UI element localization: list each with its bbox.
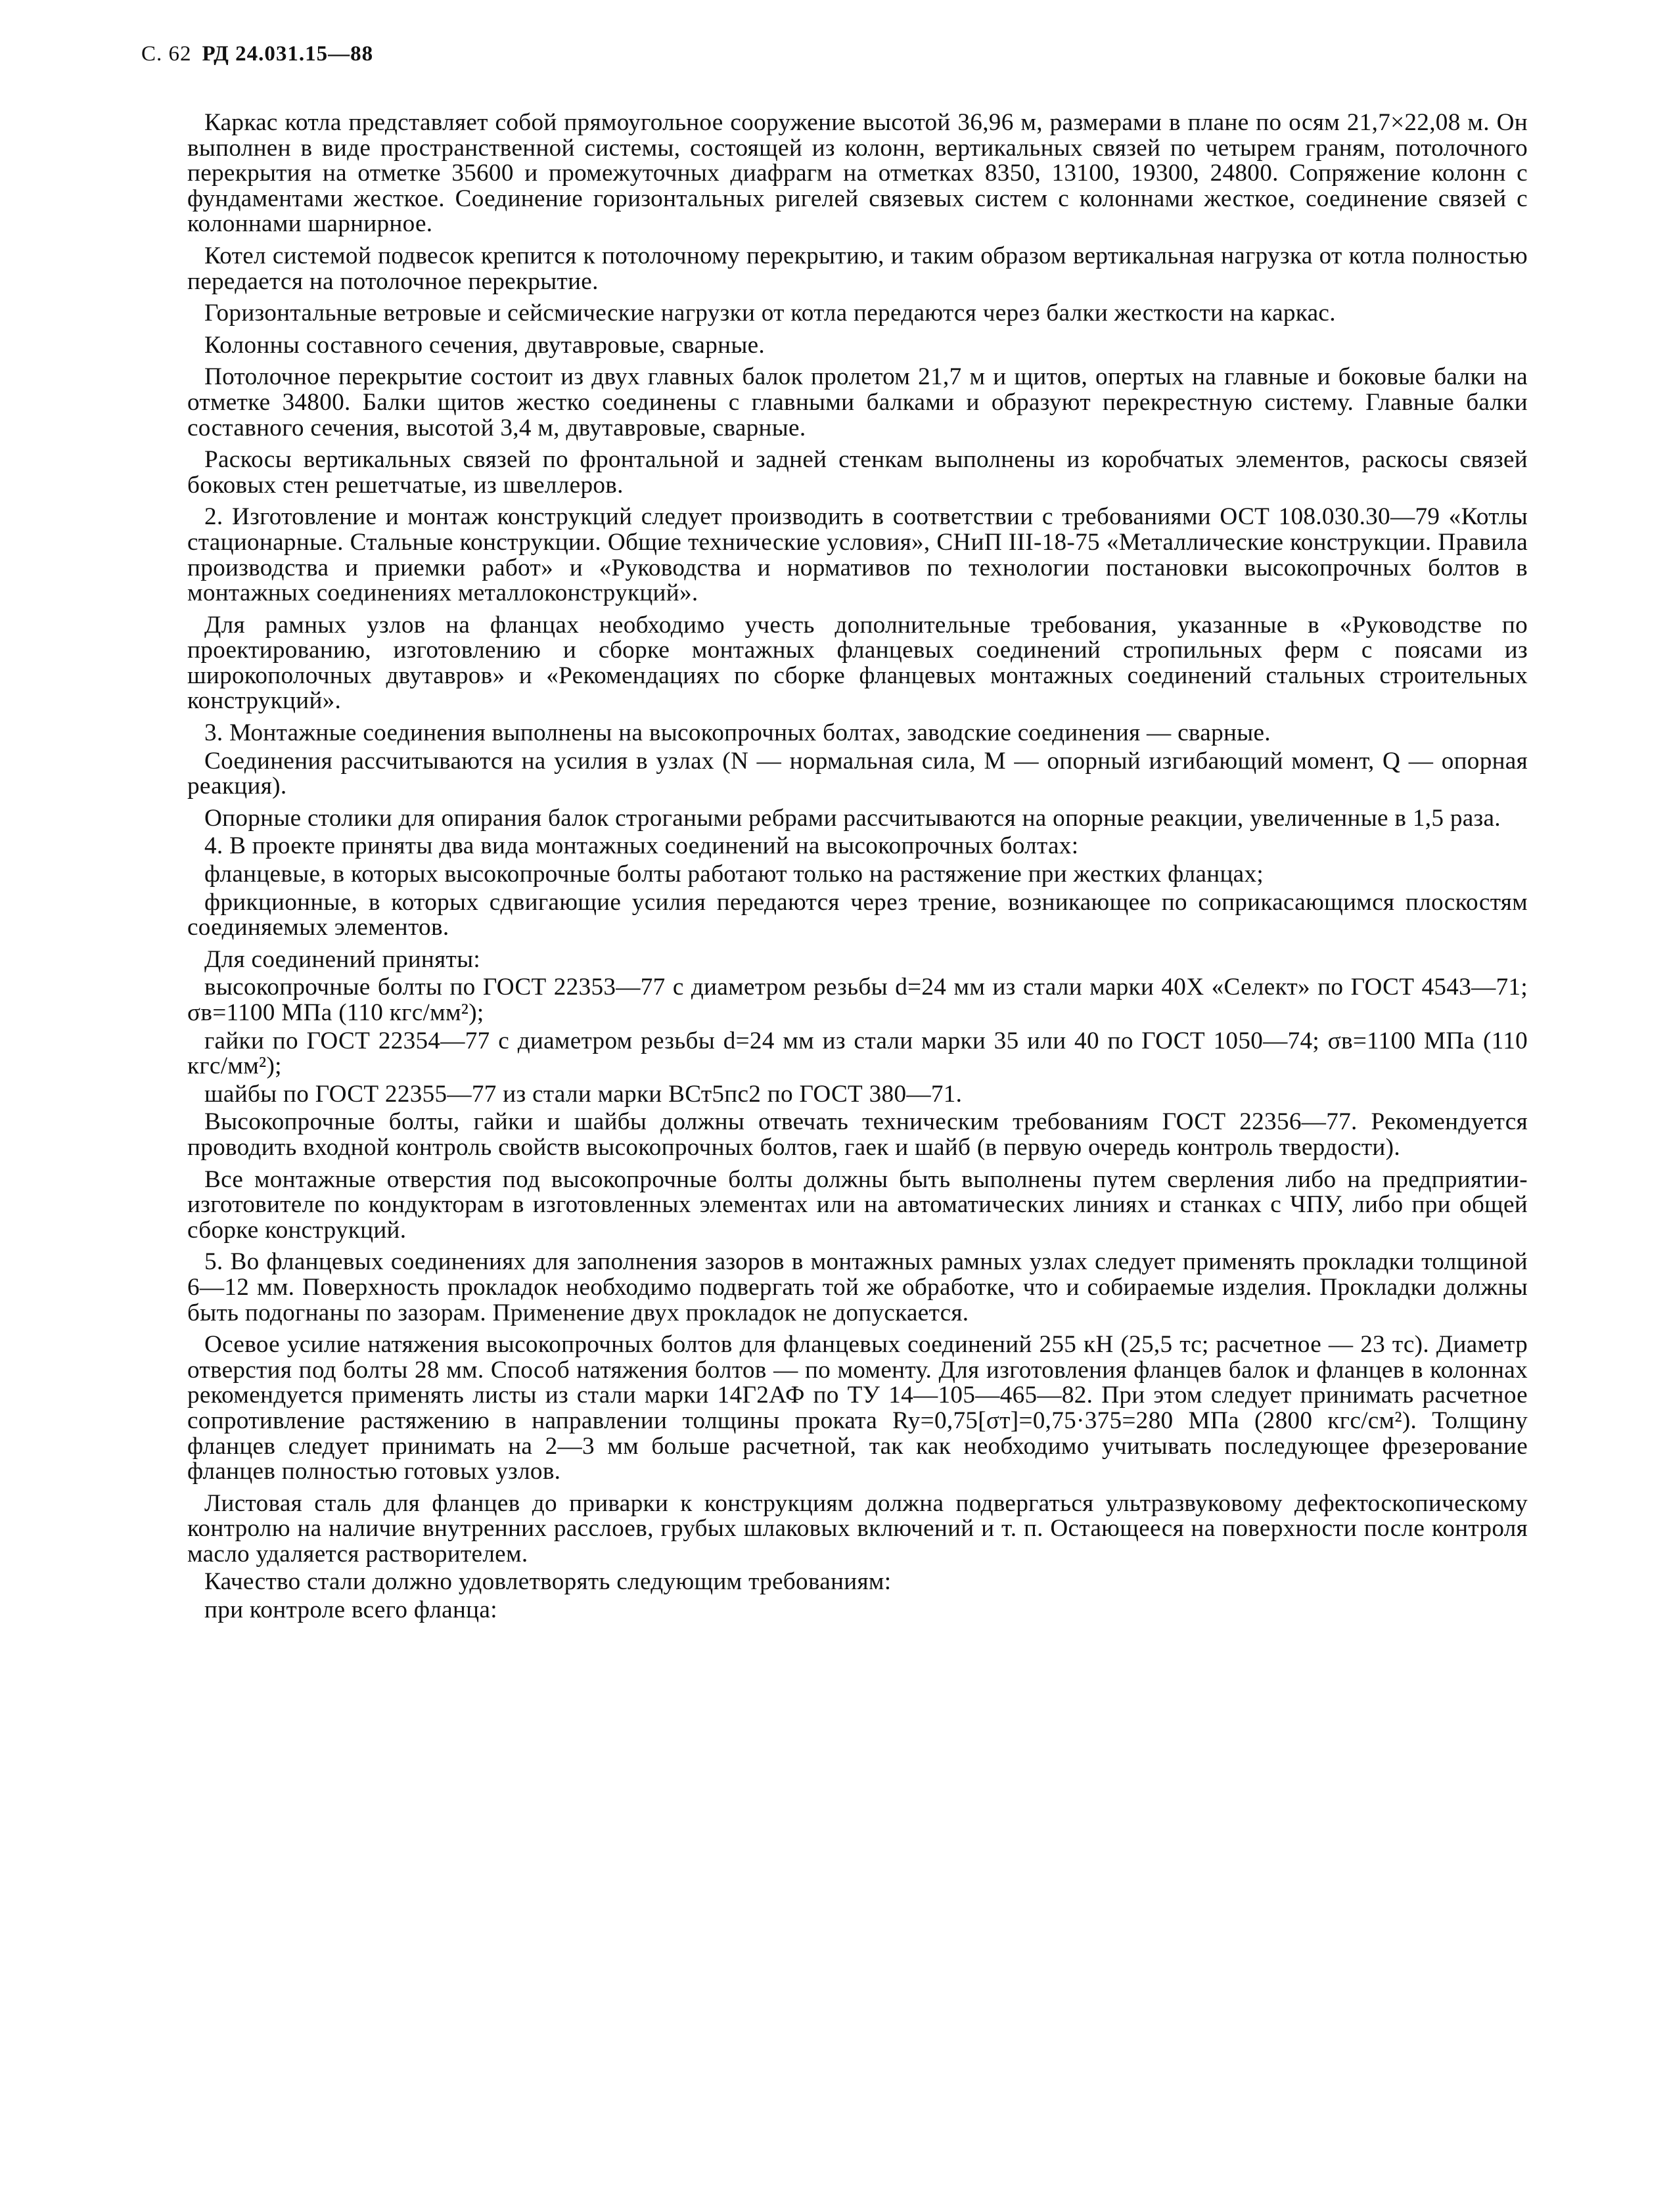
paragraph-whole-flange-control: при контроле всего фланца: bbox=[204, 1596, 497, 1624]
document-code: РД 24.031.15—88 bbox=[202, 42, 374, 66]
paragraph-horizontal-loads: Горизонтальные ветровые и сейсмические нагрузки от котла передаются через балки жесткости на каркас. bbox=[204, 300, 1336, 327]
paragraph-item-3: 3. Монтажные соединения выполнены на высокопрочных болтах, заводские соединения — сварные. bbox=[204, 719, 1271, 747]
paragraph-flange-nodes: Для рамных узлов на фланцах необходимо учесть дополнительные требования, указанные в «Руководстве по проектированию, изготовлению и сборке монтажных фланцевых соединений стропильных ферм с поясами из широкополочных двутавров» и «Рекомендациях по сборке фланцевых монтажных соединений стальных строительных конструкций». bbox=[187, 611, 1528, 715]
paragraph-suspension: Котел системой подвесок крепится к потолочному перекрытию, и таким образом вертикальная нагрузка от котла полностью передается на потолочное перекрытие. bbox=[187, 242, 1528, 295]
paragraph-flange-connections: фланцевые, в которых высокопрочные болты работают только на растяжение при жестких фланцах; bbox=[204, 861, 1264, 888]
paragraph-axial-force: Осевое усилие натяжения высокопрочных болтов для фланцевых соединений 255 кН (25,5 тс; расчетное — 23 тс). Диаметр отверстия под болты 28 мм. Способ натяжения болтов — по моменту. Для изготовления фланцев балок и фланцев в колоннах рекомендуется применять листы из стали марки 14Г2АФ по ТУ 14—105—465—82. При этом следует принимать расчетное сопротивление растяжению в направлении толщины проката Ry=0,75[σт]=0,75·375=280 МПа (2800 кгс/см²). Толщину фланцев следует принимать на 2—3 мм больше расчетной, так как необходимо учитывать последующее фрезерование фланцев полностью готовых узлов. bbox=[187, 1331, 1528, 1485]
paragraph-bolts: высокопрочные болты по ГОСТ 22353—77 с диаметром резьбы d=24 мм из стали марки 40Х «Селект» по ГОСТ 4543—71; σв=1100 МПа (110 кгс/мм²); bbox=[187, 974, 1528, 1026]
paragraph-braces: Раскосы вертикальных связей по фронтальной и задней стенкам выполнены из коробчатых элементов, раскосы связей боковых стен решетчатые, из швеллеров. bbox=[187, 446, 1528, 499]
paragraph-item-2: 2. Изготовление и монтаж конструкций следует производить в соответствии с требованиями ОСТ 108.030.30—79 «Котлы стационарные. Стальные конструкции. Общие технические условия», СНиП III-18-75 «Металлические конструкции. Правила производства и приемки работ» и «Руководства и нормативов по технологии постановки высокопрочных болтов в монтажных соединениях металлоконструкций». bbox=[187, 503, 1528, 607]
page-header bbox=[141, 42, 373, 66]
paragraph-nuts: гайки по ГОСТ 22354—77 с диаметром резьбы d=24 мм из стали марки 35 или 40 по ГОСТ 1050—74; σв=1100 МПа (110 кгс/мм²); bbox=[187, 1027, 1528, 1080]
paragraph-ceiling: Потолочное перекрытие состоит из двух главных балок пролетом 21,7 м и щитов, опертых на главные и боковые балки на отметке 34800. Балки щитов жестко соединены с главными балками и образуют перекрестную систему. Главные балки составного сечения, высотой 3,4 м, двутавровые, сварные. bbox=[187, 363, 1528, 441]
paragraph-forces: Соединения рассчитываются на усилия в узлах (N — нормальная сила, M — опорный изгибающий момент, Q — опорная реакция). bbox=[187, 747, 1528, 800]
paragraph-columns: Колонны составного сечения, двутавровые, сварные. bbox=[204, 331, 766, 359]
paragraph-washers: шайбы по ГОСТ 22355—77 из стали марки ВСт5пс2 по ГОСТ 380—71. bbox=[204, 1080, 963, 1108]
paragraph-support-tables: Опорные столики для опирания балок строгаными ребрами рассчитываются на опорные реакции, увеличенные в 1,5 раза. bbox=[204, 804, 1501, 832]
paragraph-frame-description: Каркас котла представляет собой прямоугольное сооружение высотой 36,96 м, размерами в плане по осям 21,7×22,08 м. Он выполнен в виде пространственной системы, состоящей из колонн, вертикальных связей по четырем граням, потолочного перекрытия на отметке 35600 и промежуточных диафрагм на отметках 8350, 13100, 19300, 24800. Сопряжение колонн с фундаментами жесткое. Соединение горизонтальных ригелей связевых систем с колоннами жесткое, соединение связей с колоннами шарнирное. bbox=[187, 109, 1528, 238]
paragraph-requirements: Высокопрочные болты, гайки и шайбы должны отвечать техническим требованиям ГОСТ 22356—77. Рекомендуется проводить входной контроль свойств высокопрочных болтов, гаек и шайб (в первую очередь контроль твердости). bbox=[187, 1108, 1528, 1161]
page-number: С. 62 bbox=[141, 42, 192, 66]
paragraph-item-4: 4. В проекте приняты два вида монтажных соединений на высокопрочных болтах: bbox=[204, 832, 1079, 860]
document-body bbox=[187, 110, 1528, 1626]
paragraph-steel-quality: Качество стали должно удовлетворять следующим требованиям: bbox=[204, 1568, 892, 1596]
paragraph-accepted-for-connections: Для соединений приняты: bbox=[204, 945, 480, 973]
paragraph-friction-connections: фрикционные, в которых сдвигающие усилия передаются через трение, возникающее по соприкасающимся плоскостям соединяемых элементов. bbox=[187, 888, 1528, 941]
paragraph-item-5: 5. Во фланцевых соединениях для заполнения зазоров в монтажных рамных узлах следует применять прокладки толщиной 6—12 мм. Поверхность прокладок необходимо подвергать той же обработке, что и собираемые изделия. Прокладки должны быть подогнаны по зазорам. Применение двух прокладок не допускается. bbox=[187, 1248, 1528, 1326]
paragraph-holes: Все монтажные отверстия под высокопрочные болты должны быть выполнены путем сверления либо на предприятии-изготовителе по кондукторам в изготовленных элементах или на автоматических линиях и станках с ЧПУ, либо при общей сборке конструкций. bbox=[187, 1165, 1528, 1244]
paragraph-sheet-steel: Листовая сталь для фланцев до приварки к конструкциям должна подвергаться ультразвуковому дефектоскопическому контролю на наличие внутренних расслоев, грубых шлаковых включений и т. п. Остающееся на поверхности после контроля масло удаляется растворителем. bbox=[187, 1489, 1528, 1568]
